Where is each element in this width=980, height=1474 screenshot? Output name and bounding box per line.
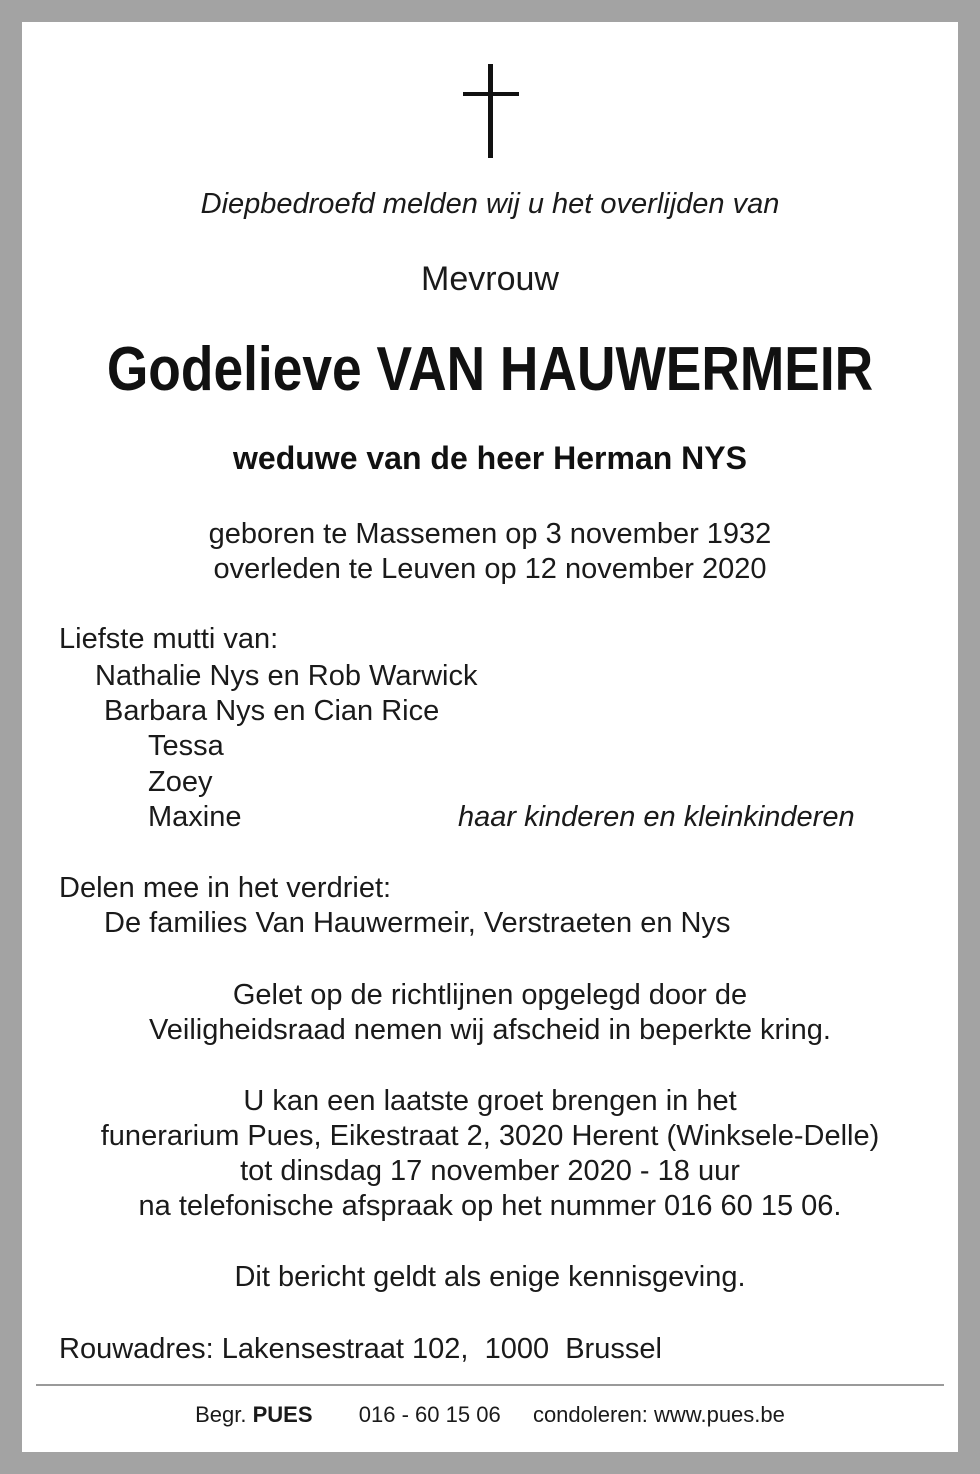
birth-line: geboren te Massemen op 3 november 1932: [208, 518, 772, 550]
honorific: Mevrouw: [421, 260, 559, 298]
family-member: Zoey: [148, 766, 213, 798]
guidelines-line: Gelet op de richtlijnen opgelegd door de: [232, 979, 748, 1011]
sharing-families: De families Van Hauwermeir, Verstraeten en Nys: [104, 907, 731, 939]
condolences-link[interactable]: condoleren: www.pues.be: [532, 1402, 785, 1427]
guidelines-line: Veiligheidsraad nemen wij afscheid in beperkte kring.: [149, 1014, 831, 1046]
death-line: overleden te Leuven op 12 november 2020: [213, 553, 767, 585]
visit-line: U kan een laatste groet brengen in het: [243, 1085, 737, 1117]
undertaker-phone: 016 - 60 15 06: [358, 1402, 501, 1427]
footer-divider: [36, 1384, 944, 1386]
visit-line: na telefonische afspraak op het nummer 016 60 15 06.: [138, 1190, 842, 1222]
family-heading: Liefste mutti van:: [59, 623, 279, 655]
family-member: Maxine: [148, 801, 242, 833]
relation-note: haar kinderen en kleinkinderen: [458, 801, 855, 833]
spouse-line: weduwe van de heer Herman NYS: [233, 440, 747, 476]
undertaker-prefix: Begr.: [195, 1402, 247, 1427]
family-member: Barbara Nys en Cian Rice: [104, 695, 440, 727]
sharing-heading: Delen mee in het verdriet:: [59, 872, 392, 904]
visit-line: tot dinsdag 17 november 2020 - 18 uur: [240, 1155, 740, 1187]
mourning-address: Rouwadres: Lakensestraat 102, 1000 Brussel: [59, 1333, 662, 1365]
family-member: Nathalie Nys en Rob Warwick: [95, 660, 478, 692]
visit-line: funerarium Pues, Eikestraat 2, 3020 Herent (Winksele-Delle): [100, 1120, 880, 1152]
death-notice-card: [22, 22, 958, 1452]
footer: [22, 1402, 958, 1428]
family-member: Tessa: [148, 730, 224, 762]
deceased-name: Godelieve VAN HAUWERMEIR: [106, 335, 874, 404]
intro-text: Diepbedroefd melden wij u het overlijden van: [200, 188, 780, 220]
sole-notice: Dit bericht geldt als enige kennisgeving.: [234, 1261, 746, 1293]
undertaker-name: PUES: [252, 1402, 313, 1427]
